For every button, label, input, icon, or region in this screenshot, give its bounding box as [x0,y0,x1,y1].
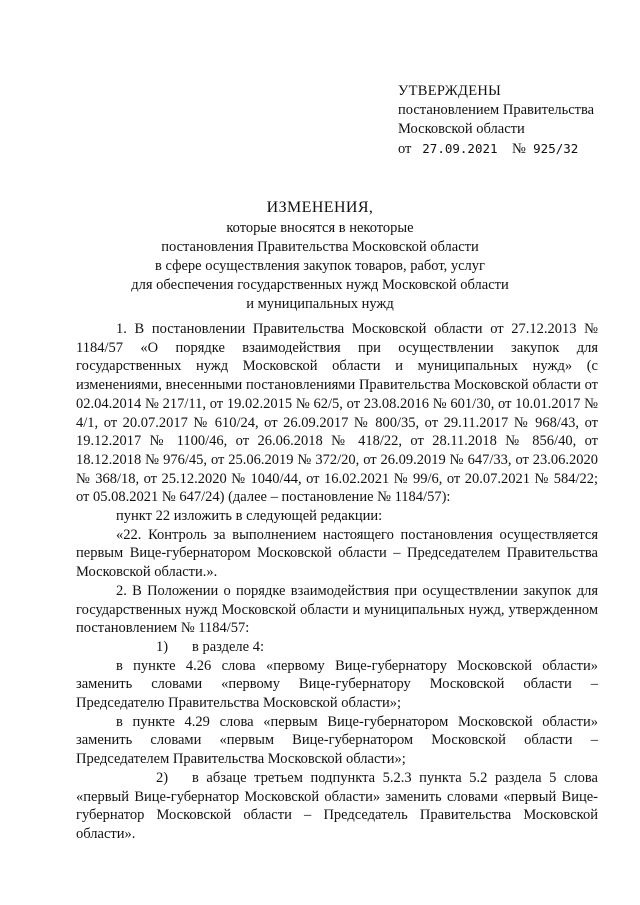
paragraph-3: «22. Контроль за выполнением настоящего постановления осуществляется первым Вице-губернатором Московской области – Председателем Правительства Московской области.». [76,526,598,581]
heading-title: ИЗМЕНЕНИЯ, [266,199,374,216]
approval-date-line [398,139,594,159]
approval-title: УТВЕРЖДЕНЫ [398,83,502,99]
paragraph-5 [76,638,598,657]
approval-line-2: Московской области [398,121,525,137]
approval-date: 27.09.2021 [422,141,498,156]
document-body [76,320,598,844]
item-number-2: 2) [156,769,169,786]
paragraph-2: пункт 22 изложить в следующей редакции: [116,508,383,525]
heading-line-3: в сфере осуществления закупок товаров, работ, услуг [155,258,485,274]
item-text-2: в абзаце третьем подпункта 5.2.3 пункта 5.2 раздела 5 слова «первый Вице-губернатор Московской области» заменить словами «первый Вице-губернатор Московской области – Председатель Правительства Московской области». [76,769,598,842]
date-prefix: от [398,141,412,157]
item-text-1: в разделе 4: [192,638,265,655]
paragraph-1: 1. В постановлении Правительства Московской области от 27.12.2013 № 1184/57 «О порядке взаимодействия при осуществлении закупок для государственных нужд Московской области и муниципальных нужд» (с изменениями, внесенными постановлениями Правительства Московской области от 02.04.2014 № 217/11, от 19.02.2015 № 62/5, от 23.08.2016 № 601/30, от 10.01.2017 № 4/1, от 20.07.2017 № 610/24, от 26.09.2017 № 800/35, от 29.11.2017 № 968/43, от 19.12.2017 № 1100/46, от 26.06.2018 № 418/22, от 28.11.2018 № 856/40, от 18.12.2018 № 976/45, от 25.06.2019 № 372/20, от 26.09.2019 № 647/33, от 23.06.2020 № 368/18, от 25.12.2020 № 1040/44, от 16.02.2021 № 99/6, от 20.07.2021 № 584/22; от 05.08.2021 № 647/24) (далее – постановление № 1184/57): [76,321,598,506]
paragraph-8 [76,769,598,844]
number-prefix: № [512,141,526,157]
item-number-1: 1) [156,638,169,655]
heading-line-4: для обеспечения государственных нужд Московской области [131,277,509,293]
approval-line-1: постановлением Правительства [398,102,595,118]
paragraph-7: в пункте 4.29 слова «первым Вице-губернатором Московской области» заменить словами «первым Вице-губернатором Московской области – Председателем Правительства Московской области»; [76,713,598,768]
heading-line-2: постановления Правительства Московской области [161,239,479,255]
approval-block [398,82,594,159]
heading-line-5: и муниципальных нужд [246,296,394,312]
heading-line-1: которые вносятся в некоторые [226,220,414,236]
paragraph-6: в пункте 4.26 слова «первому Вице-губернатору Московской области» заменить словами «первому Вице-губернатору Московской области – Председателю Правительства Московской области»; [76,657,598,712]
document-heading [0,198,640,314]
approval-number: 925/32 [533,141,579,156]
paragraph-4: 2. В Положении о порядке взаимодействия при осуществлении закупок для государственных нужд Московской области и муниципальных нужд, утвержденном постановлением № 1184/57: [76,582,598,637]
